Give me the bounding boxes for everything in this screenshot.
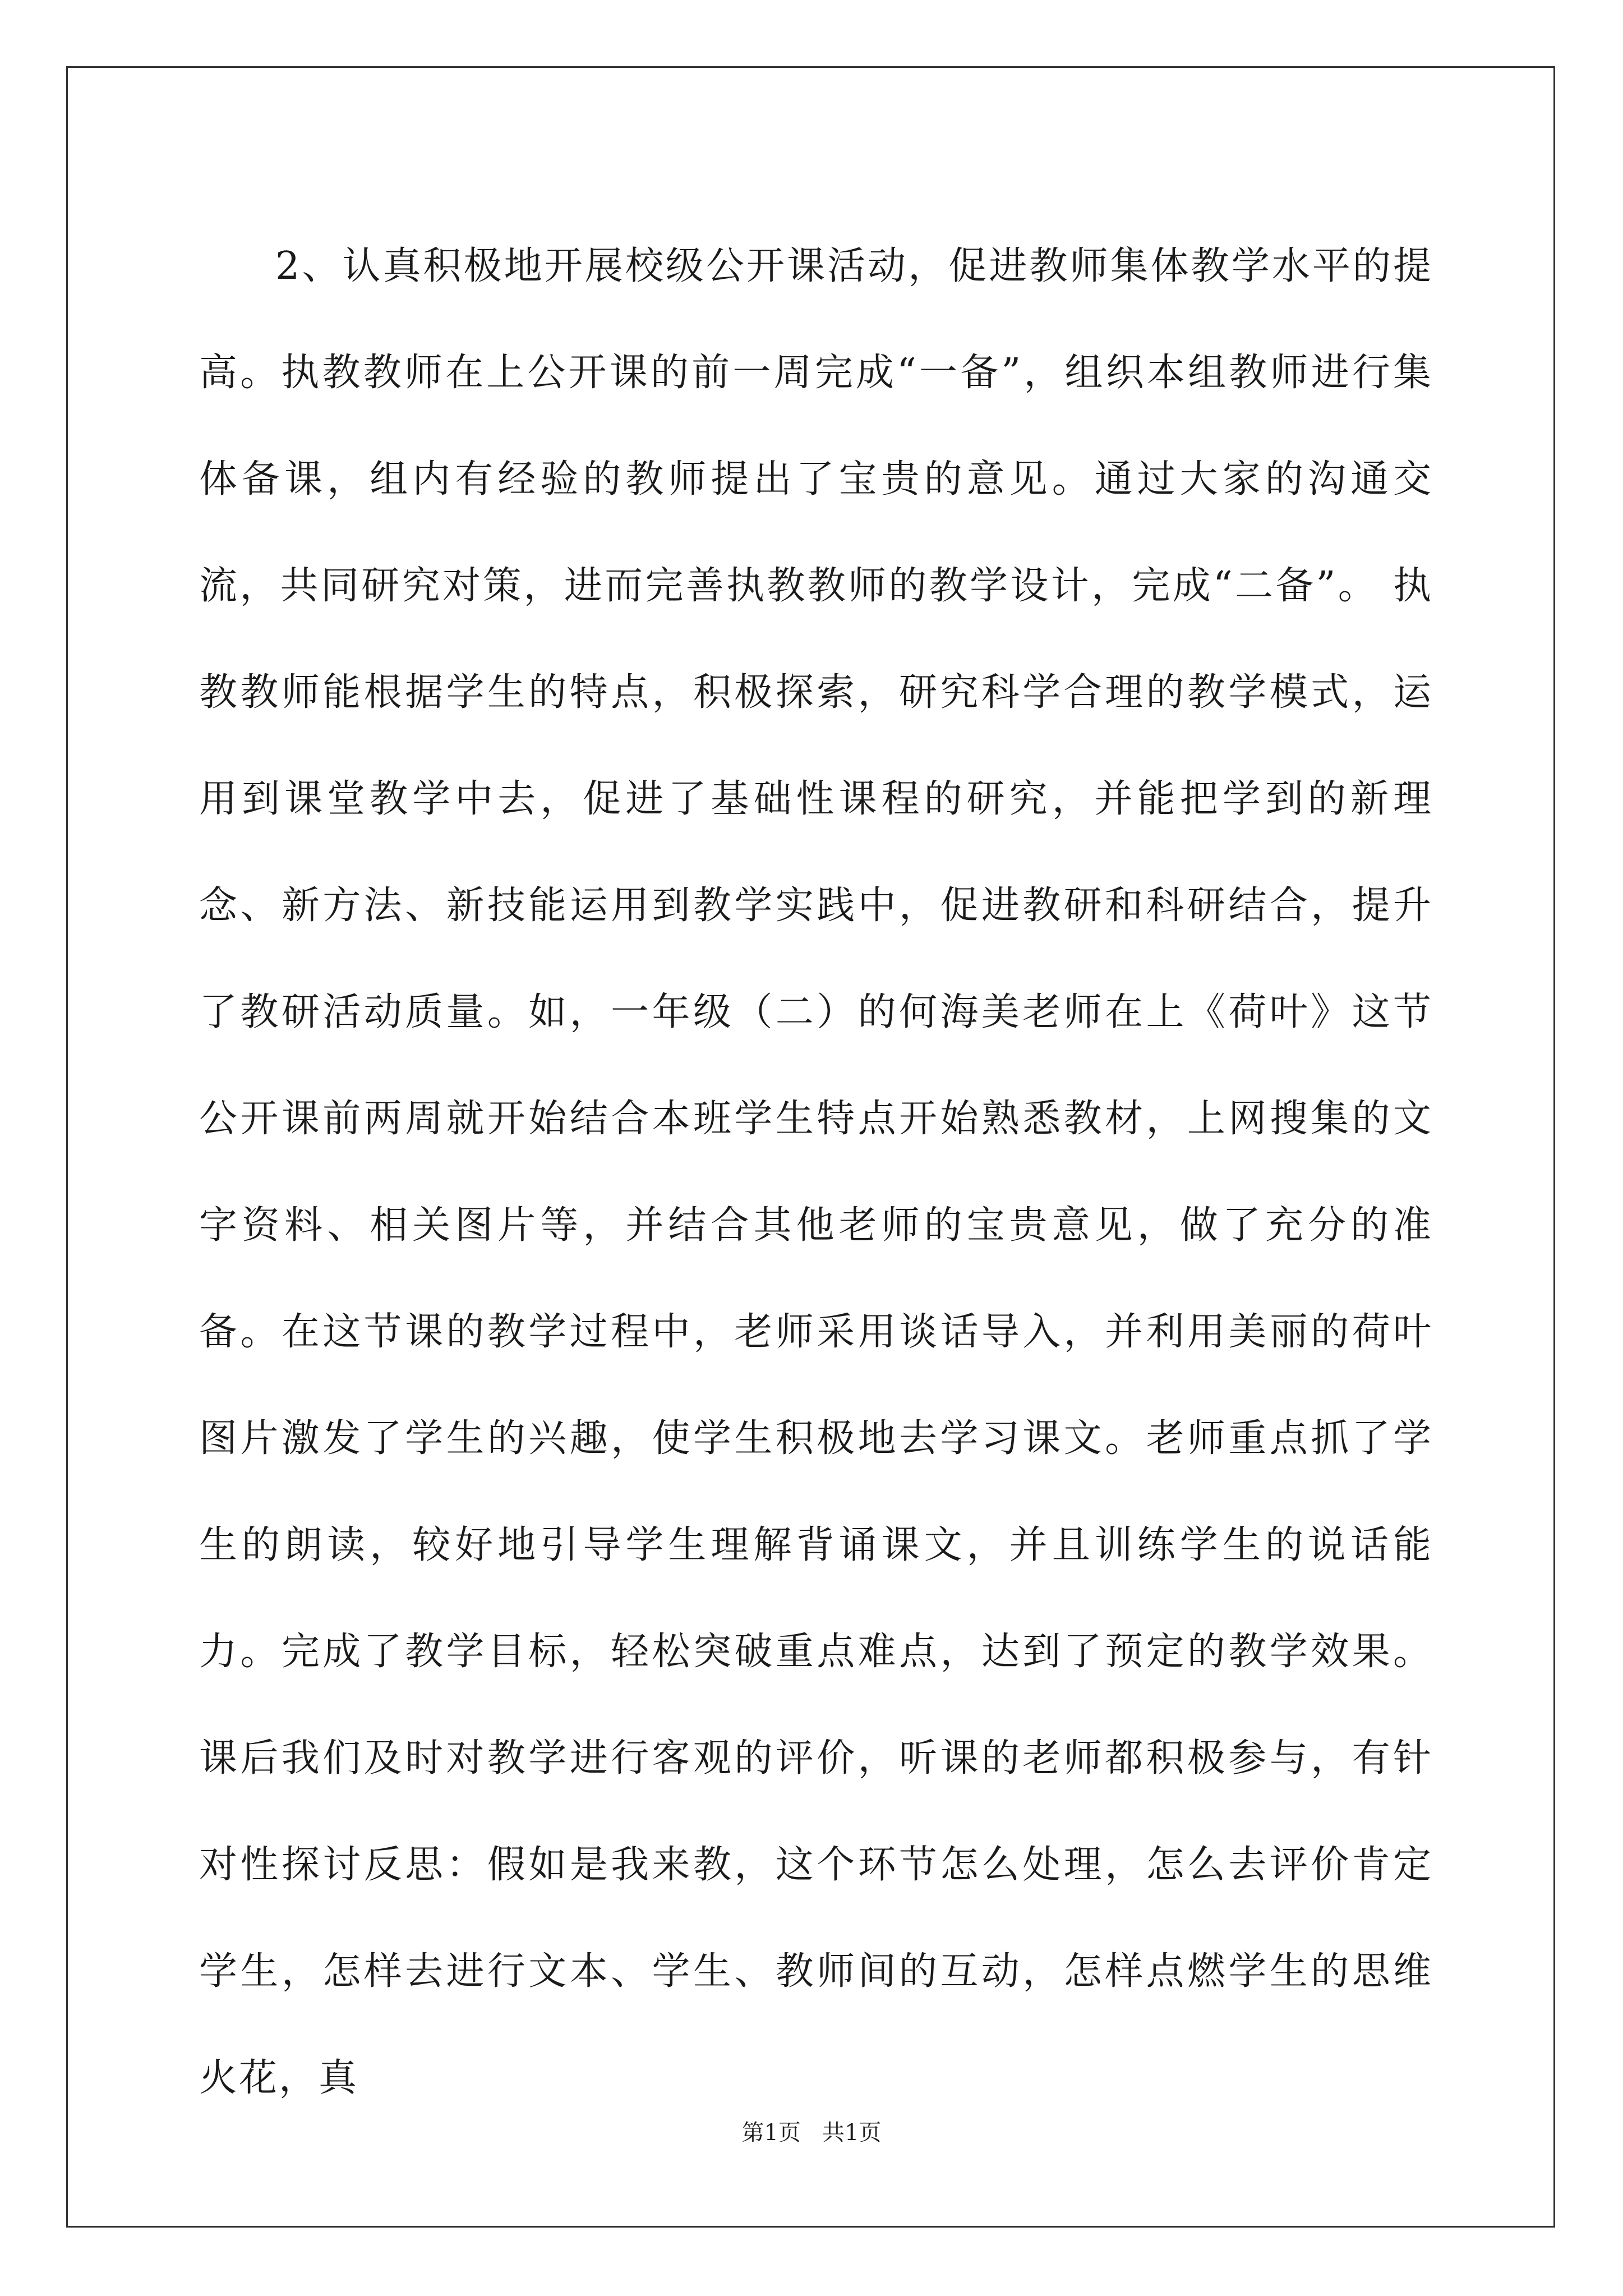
body-paragraph: 2、认真积极地开展校级公开课活动，促进教师集体教学水平的提高。执教教师在上公开课的前一周完成“一备”，组织本组教师进行集体备课，组内有经验的教师提出了宝贵的意见。通过大家的沟通交流，共同研究对策，进而完善执教教师的教学设计，完成“二备”。 执教教师能根据学生的特点，积极探索，研究科学合理的教学模式，运用到课堂教学中去，促进了基础性课程的研究，并能把学到的新理念、新方法、新技能运用到教学实践中，促进教研和科研结合，提升了教研活动质量。如，一年级（二）的何海美老师在上《荷叶》这节公开课前两周就开始结合本班学生特点开始熟悉教材，上网搜集的文字资料、相关图片等，并结合其他老师的宝贵意见，做了充分的准备。在这节课的教学过程中，老师采用谈话导入，并利用美丽的荷叶图片激发了学生的兴趣，使学生积极地去学习课文。老师重点抓了学生的朗读，较好地引导学生理解背诵课文，并且训练学生的说话能力。完成了教学目标，轻松突破重点难点，达到了预定的教学效果。课后我们及时对教学进行客观的评价，听课的老师都积极参与，有针对性探讨反思：假如是我来教，这个环节怎么处理，怎么去评价肯定学生，怎样去进行文本、学生、教师间的互动，怎样点燃学生的思维火花，真 [199,244,1433,2100]
page-footer: 第1页 共1页 [741,2120,882,2146]
